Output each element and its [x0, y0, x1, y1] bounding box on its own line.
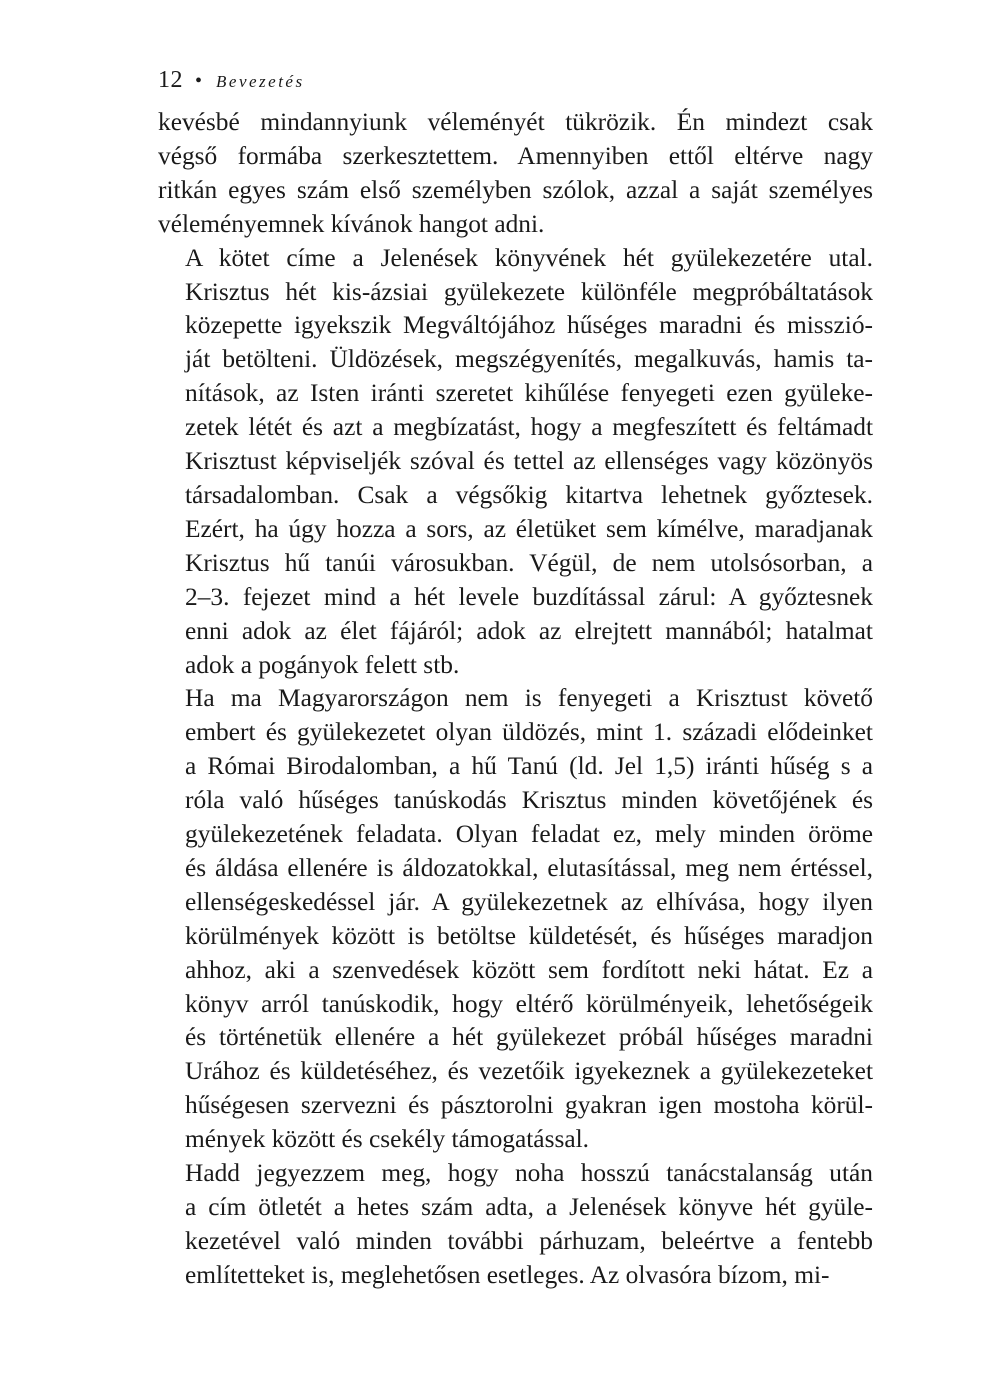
text-line: kezetével való minden további párhuzam, beleértve a fentebb [185, 1226, 873, 1255]
text-line: ahhoz, aki a szenvedések között sem fordított neki hátat. Ez a [185, 955, 873, 984]
section-title: Bevezetés [216, 72, 305, 91]
text-line: társadalomban. Csak a végsőkig kitartva lehetnek győztesek. [185, 480, 873, 509]
text-line: végső formába szerkesztettem. Amennyiben ettől eltérve nagy [158, 141, 873, 170]
text-line: mények között és csekély támogatással. [185, 1125, 590, 1154]
text-line: hűségesen szervezni és pásztorolni gyakran igen mostoha körül- [185, 1091, 873, 1120]
text-line: a cím ötletét a hetes szám adta, a Jelenések könyve hét gyüle- [185, 1193, 873, 1221]
text-line: Krisztus hű tanúi városukban. Végül, de nem utolsósorban, a [185, 548, 873, 577]
text-line: és történetük ellenére a hét gyülekezet próbál hűséges maradni [185, 1023, 873, 1052]
text-line: adok a pogányok felett stb. [185, 650, 460, 679]
text-line: Krisztust képviseljék szóval és tettel az ellenséges vagy közönyös [185, 447, 873, 476]
text-line: enni adok az élet fájáról; adok az elrejtett mannából; hatalmat [185, 616, 873, 645]
text-line: és áldása ellenére is áldozatokkal, elutasítással, meg nem értéssel, [185, 853, 873, 882]
text-line: ritkán egyes szám első személyben szólok, azzal a saját személyes [158, 175, 873, 204]
text-line: ellenségeskedéssel jár. A gyülekezetnek az elhívása, hogy ilyen [185, 887, 873, 916]
text-line: embert és gyülekezetet olyan üldözés, mint 1. századi elődeinket [185, 718, 873, 747]
text-line: közepette igyekszik Megváltójához hűséges maradni és misszió- [185, 311, 873, 340]
running-head [158, 64, 873, 104]
page-number: 12 [158, 67, 183, 93]
paragraph [158, 242, 873, 683]
text-line: könyv arról tanúskodik, hogy eltérő körülményeik, lehetőségeik [185, 989, 873, 1018]
text-line: Ezért, ha úgy hozza a sors, az életüket sem kímélve, maradjanak [185, 514, 873, 543]
text-line: ját betölteni. Üldözések, megszégyenítés, megalkuvás, hamis ta- [185, 345, 873, 374]
bullet-separator: • [195, 70, 203, 92]
text-line: Urához és küldetéséhez, és vezetőik igyekeznek a gyülekezeteket [185, 1057, 873, 1086]
text-line: véleményemnek kívánok hangot adni. [158, 209, 545, 238]
text-line: Ha ma Magyarországon nem is fenyegeti a Krisztust követő [185, 684, 873, 713]
text-line: róla való hűséges tanúskodás Krisztus minden követőjének és [185, 786, 873, 815]
text-line: említetteket is, meglehetősen esetleges. Az olvasóra bízom, mi- [185, 1260, 830, 1289]
text-line: kevésbé mindannyiunk véleményét tükrözik. Én mindezt csak [158, 108, 873, 136]
text-line: A kötet címe a Jelenések könyvének hét gyülekezetére utal. [185, 243, 873, 272]
text-line: zetek létét és azt a megbízatást, hogy a megfeszített és feltámadt [185, 413, 873, 442]
book-page [158, 64, 873, 1293]
text-line: a Római Birodalomban, a hű Tanú (ld. Jel 1,5) iránti hűség s a [185, 752, 873, 781]
text-line: nítások, az Isten iránti szeretet kihűlése fenyegeti ezen gyüleke- [185, 379, 873, 408]
text-line: körülmények között is betöltse küldetését, és hűséges maradjon [185, 921, 873, 950]
text-line: Hadd jegyezzem meg, hogy noha hosszú tanácstalanság után [185, 1159, 873, 1188]
body-text [158, 106, 873, 1293]
paragraph [158, 1157, 873, 1293]
text-line: 2–3. fejezet mind a hét levele buzdítással zárul: A győztesnek [185, 582, 873, 611]
paragraph [158, 682, 873, 1157]
text-line: Krisztus hét kis-ázsiai gyülekezete különféle megpróbáltatások [185, 277, 873, 306]
text-line: gyülekezetének feladata. Olyan feladat ez, mely minden öröme [185, 820, 873, 849]
paragraph [158, 106, 873, 242]
